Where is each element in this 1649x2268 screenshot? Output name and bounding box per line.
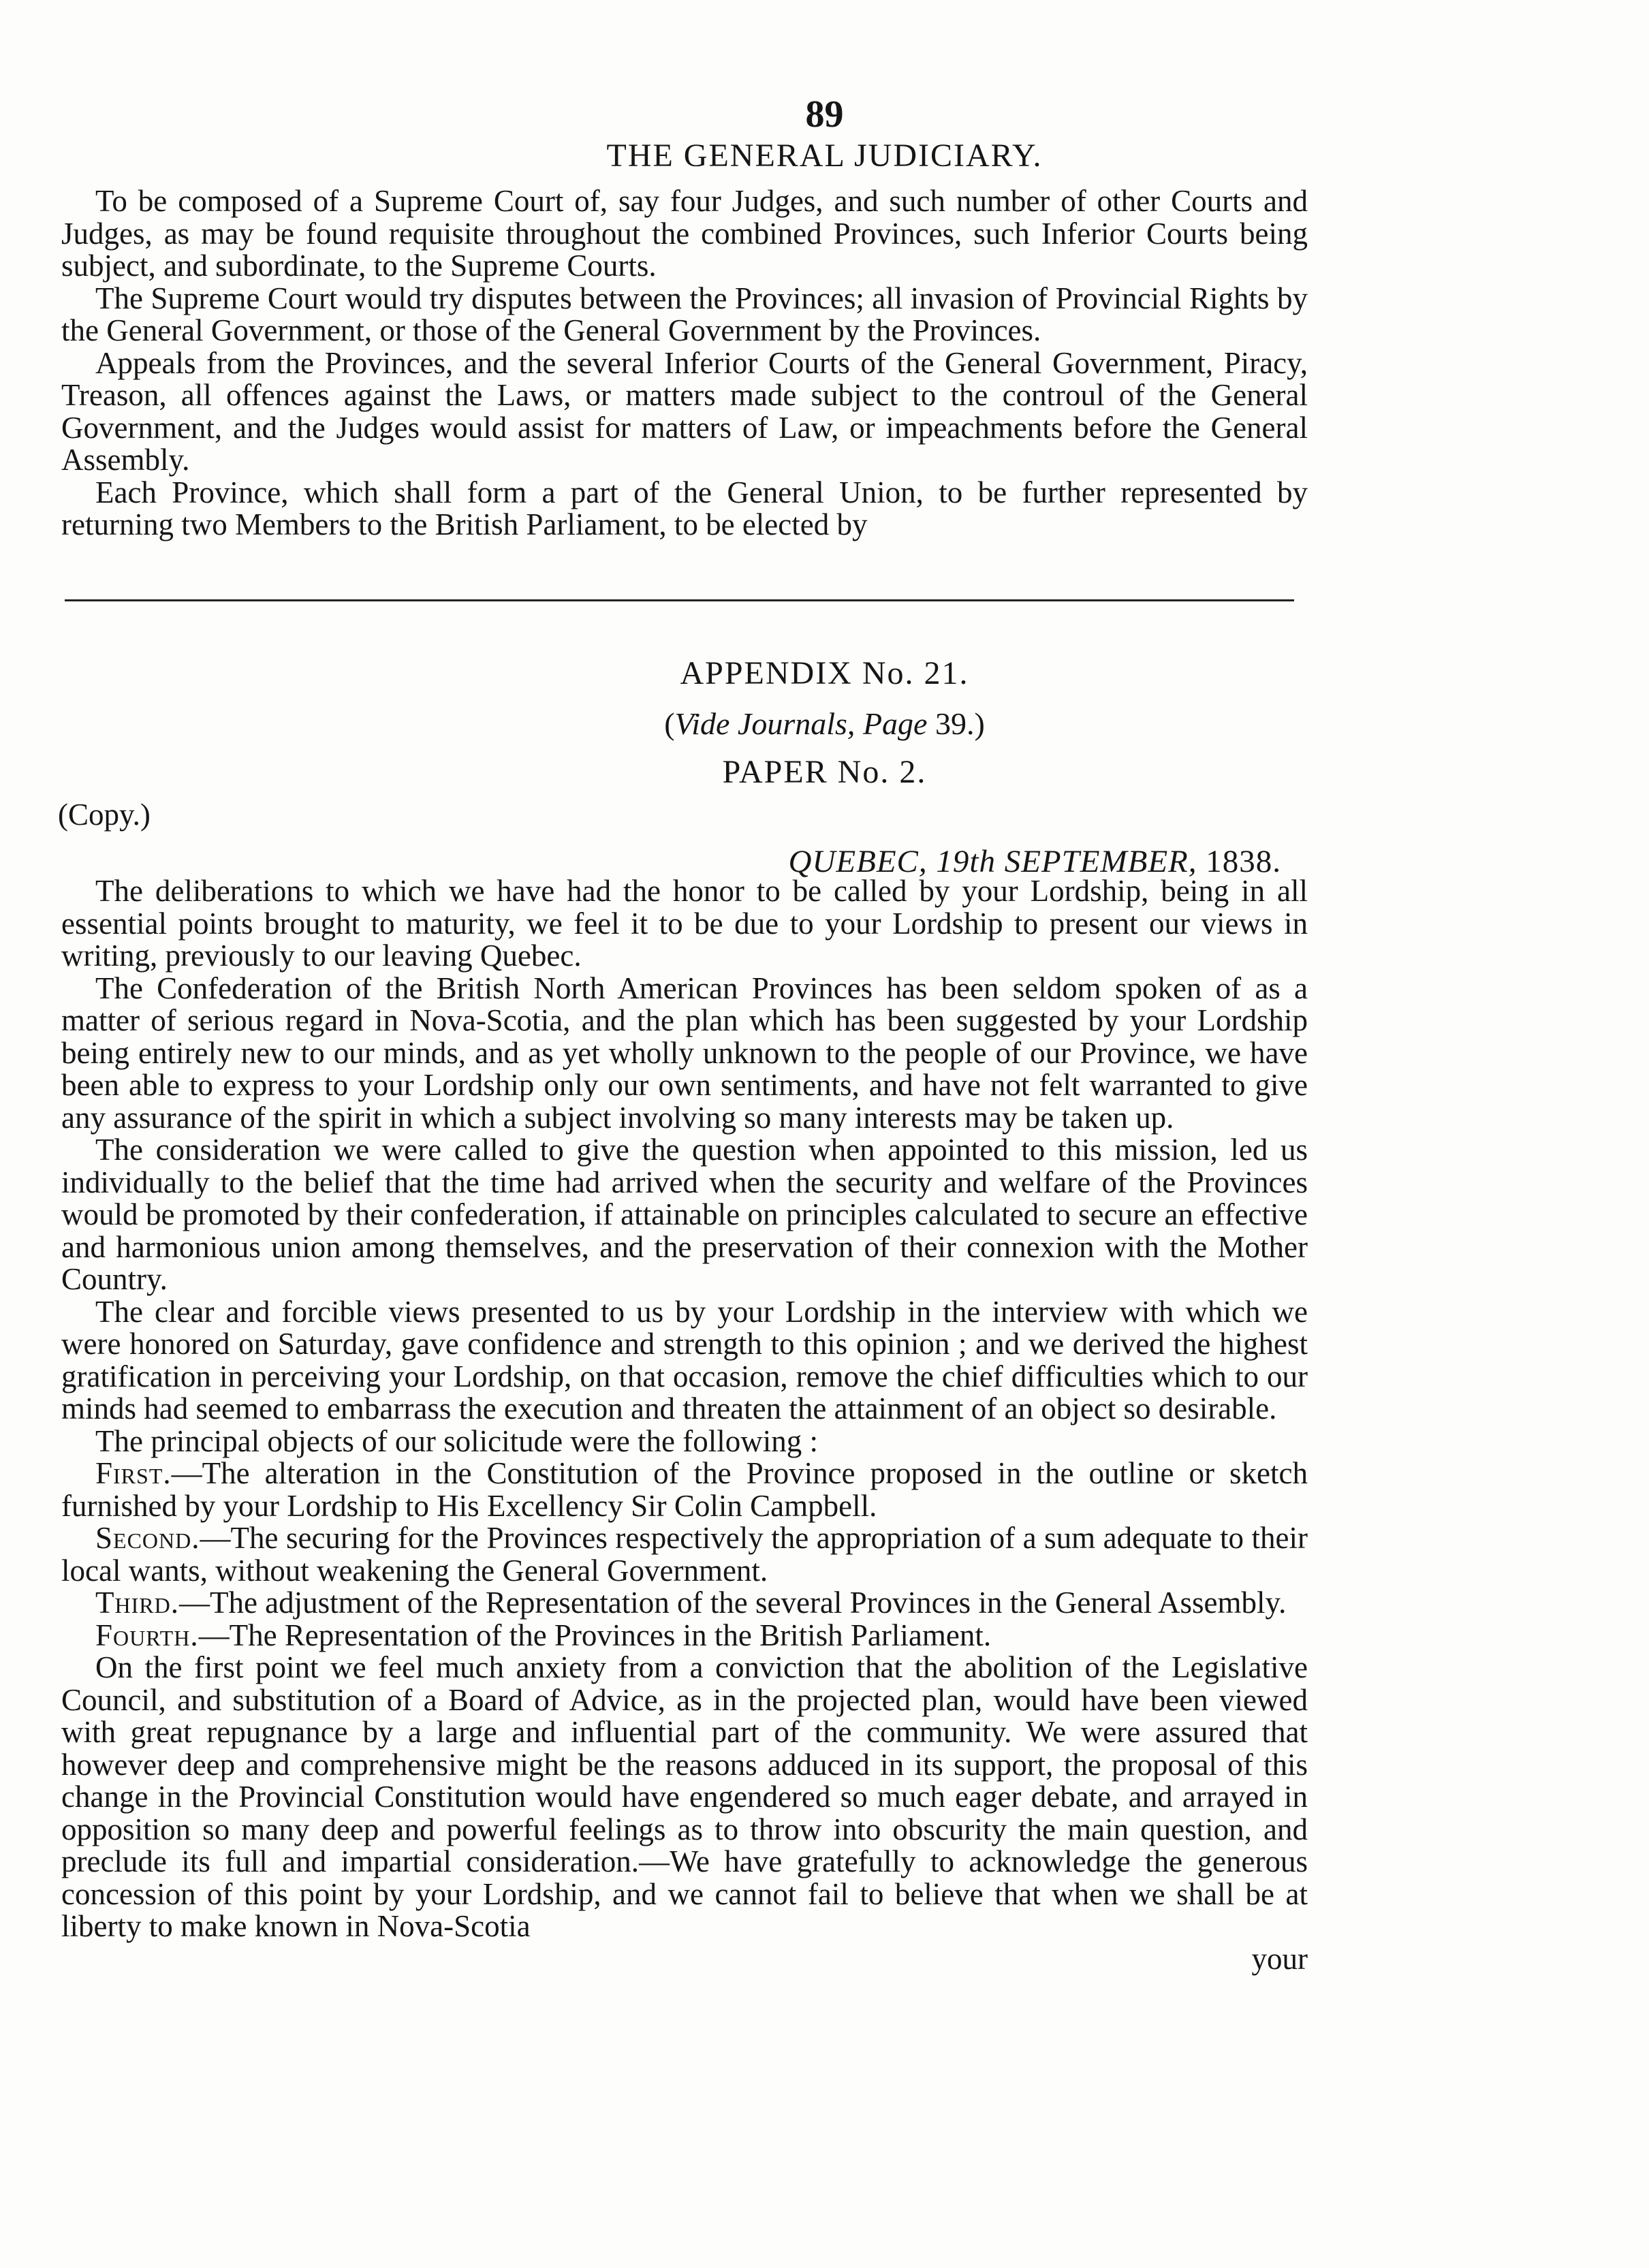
paper-number: PAPER No. 2. — [722, 754, 927, 790]
object-third-text: —The adjustment of the Representation of the several Provinces in the General Assembly. — [178, 1586, 1287, 1620]
object-second-label: Second. — [95, 1521, 200, 1555]
dateline-year: 1838. — [1206, 844, 1281, 879]
object-first — [61, 1458, 1308, 1522]
judiciary-paragraph-1: To be composed of a Supreme Court of, say four Judges, and such number of other Courts and Judges, as may be found requisite throughout the combined Provinces, such Inferior Courts being subject, and subordinate, to the Supreme Courts. — [61, 184, 1308, 283]
vide-italic-1: Vide Journals, — [674, 706, 855, 741]
object-third — [61, 1587, 1308, 1620]
section-title: THE GENERAL JUDICIARY. — [606, 138, 1043, 174]
closing-paragraph: On the first point we feel much anxiety from a conviction that the abolition of the Legislative Council, and substitution of a Board of Advice, as in the projected plan, would have been viewed with great repugnance by a large and influential part of the community. We were assured that however deep and comprehensive might be the reasons adduced in its support, the proposal of this change in the Provincial Constitution would have engendered so much eager debate, and arrayed in opposition so many deep and powerful feelings as to throw into obscurity the main question, and preclude its full and impartial consideration.—We have gratefully to acknowledge the generous concession of this point by your Lordship, and we cannot fail to believe that when we shall be at liberty to make known in Nova-Scotia — [61, 1650, 1308, 1943]
judiciary-paragraph-4: Each Province, which shall form a part of the General Union, to be further represented by returning two Members to the British Parliament, to be elected by — [61, 475, 1308, 541]
letter-body — [61, 875, 1308, 1975]
section-divider — [65, 599, 1294, 601]
object-first-text: —The alteration in the Constitution of the Province proposed in the outline or sketch furnished by your Lordship to His Excellency Sir Colin Campbell. — [61, 1456, 1308, 1523]
letter-paragraph-5: The principal objects of our solicitude were the following : — [95, 1423, 818, 1458]
judiciary-section — [61, 185, 1308, 541]
object-second — [61, 1522, 1308, 1587]
catchword: your — [1251, 1941, 1308, 1976]
page-number: 89 — [805, 93, 844, 136]
dateline-place: QUEBEC, 19th SEPTEMBER, — [788, 844, 1197, 879]
object-second-text: —The securing for the Provinces respectively the appropriation of a sum adequate to their local wants, without weakening the General Government. — [61, 1521, 1308, 1588]
object-third-label: Third. — [95, 1586, 179, 1620]
letter-paragraph-4: The clear and forcible views presented to us by your Lordship in the interview with which we were honored on Saturday, gave confidence and strength to this opinion ; and we derived the highest gratification in perceiving your Lordship, on that occasion, remove the chief difficulties which to our minds had seemed to embarrass the execution and threaten the attainment of an object so desirable. — [61, 1294, 1308, 1426]
judiciary-paragraph-2: The Supreme Court would try disputes between the Provinces; all invasion of Provincial Rights by the General Government, or those of the General Government by the Provinces. — [61, 281, 1308, 347]
vide-italic-2: Page — [862, 706, 928, 741]
letter-paragraph-2: The Confederation of the British North American Provinces has been seldom spoken of as a matter of serious regard in Nova-Scotia, and the plan which has been suggested by your Lordship being entirely new to our minds, and as yet wholly unknown to the people of our Province, we have been able to express to your Lordship only our own sentiments, and have not felt warranted to give any assurance of the spirit in which a subject involving so many interests may be taken up. — [61, 971, 1308, 1135]
object-fourth — [61, 1620, 1308, 1652]
letter-paragraph-1: The deliberations to which we have had the honor to be called by your Lordship, being in all essential points brought to maturity, we feel it to be due to your Lordship to present our views in writing, previously to our leaving Quebec. — [61, 874, 1308, 973]
judiciary-paragraph-3: Appeals from the Provinces, and the several Inferior Courts of the General Government, Piracy, Treason, all offences against the Laws, or matters made subject to the controul of the General Government, and the Judges would assist for matters of Law, or impeachments before the General Assembly. — [61, 345, 1308, 477]
vide-open: ( — [664, 706, 675, 741]
object-fourth-text: —The Representation of the Provinces in the British Parliament. — [198, 1618, 992, 1652]
object-first-label: First. — [95, 1456, 172, 1490]
vide-journals-reference — [0, 708, 1649, 740]
letter-paragraph-3: The consideration we were called to give the question when appointed to this mission, led us individually to the belief that the time had arrived when the security and welfare of the Provinces would be promoted by their confederation, if attainable on principles calculated to secure an effective and harmonious union among themselves, and the preservation of their connexion with the Mother Country. — [61, 1133, 1308, 1296]
object-fourth-label: Fourth. — [95, 1618, 199, 1652]
appendix-title: APPENDIX No. 21. — [680, 655, 969, 691]
vide-close: 39.) — [935, 706, 985, 741]
copy-label: (Copy.) — [58, 798, 151, 832]
